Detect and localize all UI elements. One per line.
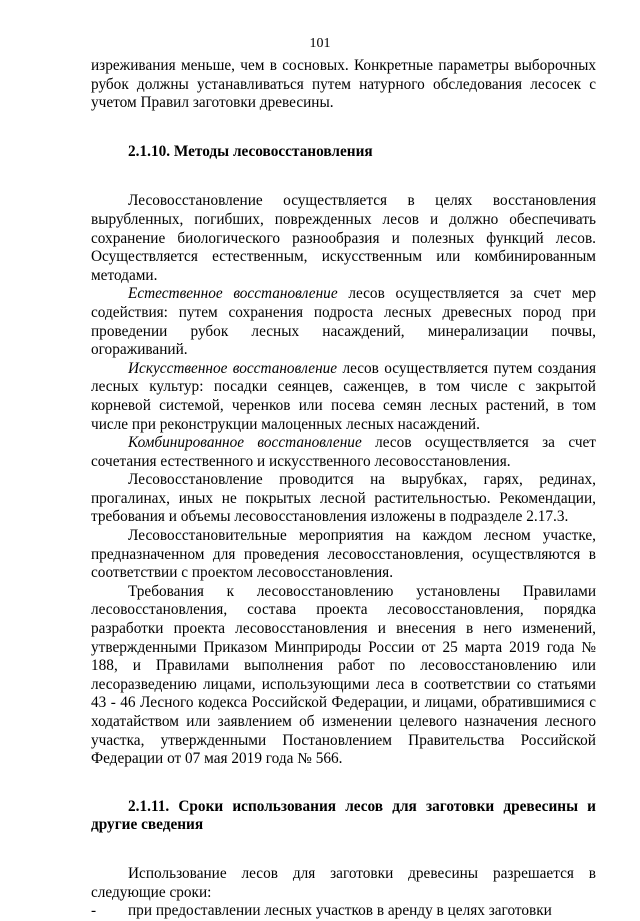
paragraph-text: лесов осуществляется за счет мер содействия: путем сохранения подроста лесных древесных пород при проведении рубок лесных насаждений, минерализации почвы, огораживаний. [91,285,596,359]
italic-term: Искусственное восстановление [128,359,338,377]
paragraph [91,360,596,434]
paragraph: Использование лесов для заготовки древесины разрешается в следующие сроки: [91,864,596,901]
italic-term: Естественное восстановление [128,285,338,303]
list-marker: - [91,902,97,920]
page-content [91,57,596,921]
paragraph: Лесовосстановление осуществляется в целях восстановления вырубленных, погибших, поврежденных лесов и должно обеспечивать сохранение биологического разнообразия и полезных функций лесов. Осуществляется естественным, искусственным или комбинированным методами. [91,192,596,284]
page-number: 101 [309,36,331,51]
section-heading-2-1-10: 2.1.10. Методы лесовосстановления [128,142,373,160]
paragraph: Лесовосстановление проводится на вырубках, гарях, рединах, прогалинах, иных не покрытых лесной растительностью. Рекомендации, требования и объемы лесовосстановления изложены в подразделе 2.17.3. [91,471,596,526]
section-heading-2-1-11: 2.1.11. Сроки использования лесов для заготовки древесины и другие сведения [91,797,596,834]
paragraph-text: лесов осуществляется путем создания лесных культур: посадки сеянцев, саженцев, в том числе с закрытой корневой системой, черенков или посева семян лесных растений, в том числе при реконструкции малоценных лесных насаждений. [91,359,596,433]
paragraph [91,434,596,471]
paragraph-text: лесов осуществляется за счет сочетания естественного и искусственного лесовосстановления. [91,434,596,470]
intro-paragraph: изреживания меньше, чем в сосновых. Конкретные параметры выборочных рубок должны устанавливаться путем натурного обследования лесосек с учетом Правил заготовки древесины. [91,57,596,112]
paragraph: Лесовосстановительные мероприятия на каждом лесном участке, предназначенном для проведения лесовосстановления, осуществляются в соответствии с проектом лесовосстановления. [91,527,596,582]
paragraph [91,285,596,359]
paragraph: Требования к лесовосстановлению установлены Правилами лесовосстановления, состава проекта лесовосстановления, порядка разработки проекта лесовосстановления и внесения в него изменений, утвержденными Приказом Минприроды России от 25 марта 2019 года № 188, и Правилами выполнения работ по лесовосстановлению или лесоразведению лицами, использующими леса в соответствии со статьями 43 - 46 Лесного кодекса Российской Федерации, и лицами, обратившимися с ходатайством или заявлением об изменении целевого назначения лесного участка, утвержденными Постановлением Правительства Российской Федерации от 07 мая 2019 года № 566. [91,582,596,768]
list-item-text: при предоставлении лесных участков в аренду в целях заготовки [128,902,552,920]
italic-term: Комбинированное восстановление [128,434,362,452]
